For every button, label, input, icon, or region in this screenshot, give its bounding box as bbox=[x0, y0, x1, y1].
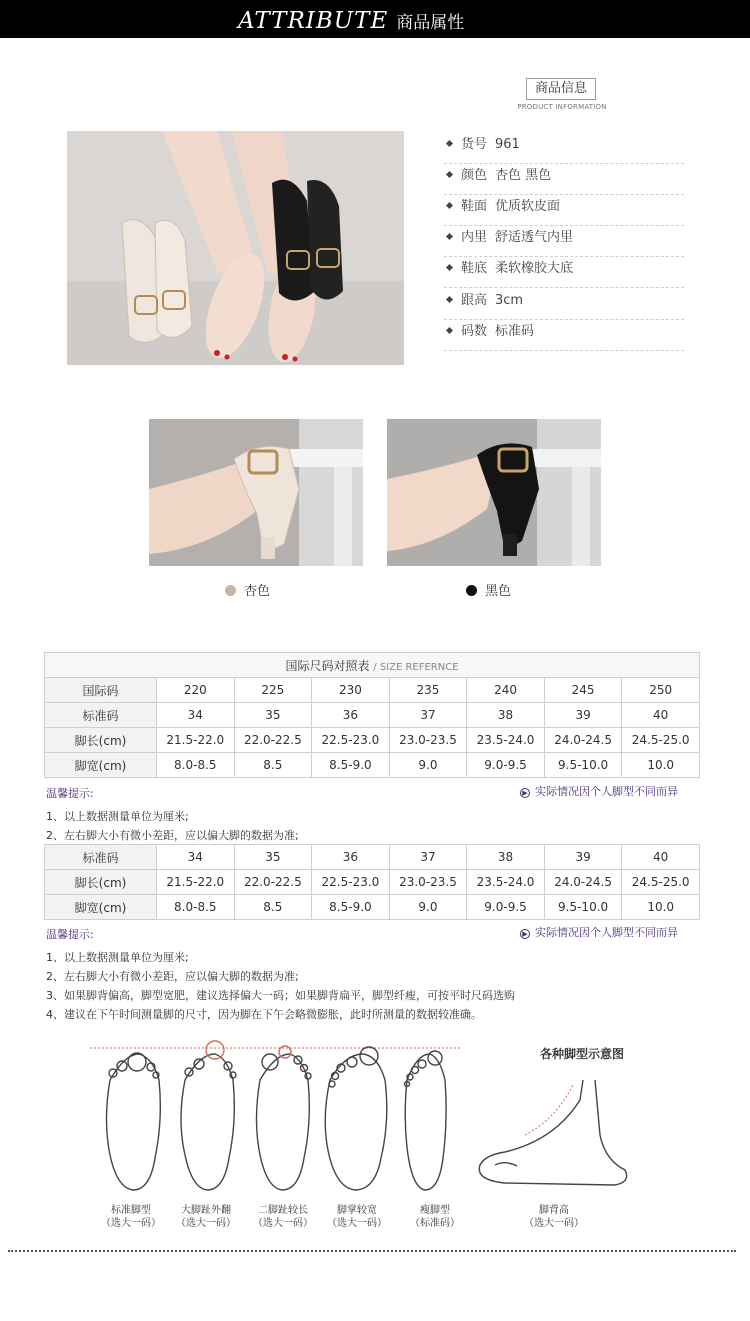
table-cell: 40 bbox=[622, 845, 700, 870]
table-cell: 36 bbox=[312, 845, 390, 870]
table-cell: 35 bbox=[234, 845, 312, 870]
table-cell: 8.5 bbox=[234, 753, 312, 778]
foot-type-advice: （选大一码） bbox=[253, 1218, 313, 1229]
apricot-swatch-dot bbox=[225, 585, 236, 596]
table-row bbox=[45, 895, 700, 920]
foot-type-diagram bbox=[85, 1040, 725, 1200]
tip-note: 1、以上数据测量单位为厘米; bbox=[46, 951, 189, 964]
size-reference-table bbox=[44, 652, 700, 778]
foot-type-advice: （选大一码） bbox=[524, 1218, 584, 1229]
attr-key: 内里 bbox=[461, 230, 488, 245]
tips-right-text: 实际情况因个人脚型不同而异 bbox=[535, 785, 678, 798]
product-main-photo bbox=[67, 131, 404, 365]
table-cell: 34 bbox=[157, 845, 235, 870]
attr-row-upper bbox=[444, 195, 684, 226]
attr-value: 杏色 黑色 bbox=[495, 168, 552, 183]
tip-note: 3、如果脚背偏高，脚型宽肥，建议选择偏大一码；如果脚背扁平，脚型纤瘦，可按平时尺码选购 bbox=[46, 989, 515, 1002]
table-cell: 10.0 bbox=[622, 895, 700, 920]
attr-key: 码数 bbox=[461, 324, 488, 339]
size-table-secondary bbox=[44, 844, 700, 920]
tips-right-text: 实际情况因个人脚型不同而异 bbox=[535, 926, 678, 939]
table-cell: 220 bbox=[157, 678, 235, 703]
table-cell: 9.5-10.0 bbox=[544, 753, 622, 778]
foot-diagram-title: 各种脚型示意图 bbox=[540, 1047, 625, 1061]
black-swatch-dot bbox=[466, 585, 477, 596]
foot-type-name: 标准脚型 bbox=[111, 1205, 151, 1216]
row-header: 脚宽(cm) bbox=[45, 753, 157, 778]
table-cell: 37 bbox=[389, 845, 467, 870]
table-caption-row bbox=[45, 653, 700, 678]
tip-note: 1、以上数据测量单位为厘米; bbox=[46, 810, 189, 823]
table-row bbox=[45, 678, 700, 703]
table-cell: 250 bbox=[622, 678, 700, 703]
table-cell: 37 bbox=[389, 703, 467, 728]
table-cell: 10.0 bbox=[622, 753, 700, 778]
product-info-label: 商品信息 bbox=[526, 78, 596, 100]
table-cell: 40 bbox=[622, 703, 700, 728]
attr-row-heel-height bbox=[444, 289, 684, 320]
attr-value: 舒适透气内里 bbox=[495, 230, 574, 245]
table-cell: 21.5-22.0 bbox=[157, 870, 235, 895]
foot-type-advice: （选大一码） bbox=[101, 1218, 161, 1229]
diamond-bullet-icon bbox=[446, 202, 453, 209]
foot-type-caption bbox=[99, 1204, 163, 1230]
attr-row-color bbox=[444, 164, 684, 195]
table-cell: 23.5-24.0 bbox=[467, 728, 545, 753]
foot-type-advice: （选大一码） bbox=[327, 1218, 387, 1229]
table-cell: 23.5-24.0 bbox=[467, 870, 545, 895]
table-cell: 22.0-22.5 bbox=[234, 870, 312, 895]
table-cell: 38 bbox=[467, 845, 545, 870]
tip-note: 2、左右脚大小有微小差距，应以偏大脚的数据为准; bbox=[46, 829, 299, 842]
row-header: 脚长(cm) bbox=[45, 870, 157, 895]
tips-right-note bbox=[520, 783, 678, 799]
attr-row-size bbox=[444, 320, 684, 351]
attr-row-lining bbox=[444, 226, 684, 257]
table-cell: 8.0-8.5 bbox=[157, 895, 235, 920]
table-cell: 24.0-24.5 bbox=[544, 870, 622, 895]
table-cell: 240 bbox=[467, 678, 545, 703]
color-label: 杏色 bbox=[244, 584, 271, 599]
color-label: 黑色 bbox=[485, 584, 512, 599]
foot-type-name: 二脚趾较长 bbox=[258, 1205, 308, 1216]
table-cell: 22.0-22.5 bbox=[234, 728, 312, 753]
attr-value: 标准码 bbox=[495, 324, 535, 339]
tips-title: 温馨提示: bbox=[46, 787, 94, 800]
diamond-bullet-icon bbox=[446, 327, 453, 334]
table-cell: 23.0-23.5 bbox=[389, 728, 467, 753]
diamond-bullet-icon bbox=[446, 264, 453, 271]
dotted-divider bbox=[8, 1250, 736, 1252]
table-cell: 8.5 bbox=[234, 895, 312, 920]
table-caption-sub: / SIZE REFERNCE bbox=[373, 661, 459, 673]
tip-note: 4、建议在下午时间测量脚的尺寸，因为脚在下午会略微膨胀，此时所测量的数据较准确。 bbox=[46, 1008, 482, 1021]
color-option-black bbox=[466, 580, 511, 599]
tips-title: 温馨提示: bbox=[46, 928, 94, 941]
table-cell: 9.0 bbox=[389, 753, 467, 778]
color-option-apricot bbox=[225, 580, 270, 599]
table-cell: 24.5-25.0 bbox=[622, 728, 700, 753]
attr-row-item-no bbox=[444, 133, 684, 164]
table-row bbox=[45, 753, 700, 778]
table-cell: 9.0-9.5 bbox=[467, 753, 545, 778]
attribute-header-bar bbox=[0, 0, 750, 38]
row-header: 标准码 bbox=[45, 703, 157, 728]
diamond-bullet-icon bbox=[446, 171, 453, 178]
apricot-shoe-photo bbox=[149, 419, 363, 566]
table-row bbox=[45, 870, 700, 895]
foot-type-caption bbox=[172, 1204, 240, 1230]
table-cell: 9.0-9.5 bbox=[467, 895, 545, 920]
play-circle-icon: ▶ bbox=[520, 788, 530, 798]
table-cell: 235 bbox=[389, 678, 467, 703]
header-title-en: ATTRIBUTE bbox=[238, 8, 389, 34]
attr-key: 鞋面 bbox=[461, 199, 488, 214]
table-caption-title: 国际尺码对照表 bbox=[285, 658, 370, 673]
table-cell: 22.5-23.0 bbox=[312, 728, 390, 753]
table-cell: 245 bbox=[544, 678, 622, 703]
table-row bbox=[45, 728, 700, 753]
table-cell: 9.5-10.0 bbox=[544, 895, 622, 920]
table-cell: 8.5-9.0 bbox=[312, 895, 390, 920]
attr-key: 鞋底 bbox=[461, 261, 488, 276]
table-cell: 39 bbox=[544, 703, 622, 728]
attr-key: 颜色 bbox=[461, 168, 488, 183]
table-cell: 9.0 bbox=[389, 895, 467, 920]
table-cell: 38 bbox=[467, 703, 545, 728]
diamond-bullet-icon bbox=[446, 140, 453, 147]
attr-value: 3cm bbox=[495, 293, 524, 308]
foot-type-caption bbox=[249, 1204, 317, 1230]
row-header: 脚长(cm) bbox=[45, 728, 157, 753]
diamond-bullet-icon bbox=[446, 233, 453, 240]
table-cell: 8.5-9.0 bbox=[312, 753, 390, 778]
table-cell: 24.0-24.5 bbox=[544, 728, 622, 753]
table-cell: 21.5-22.0 bbox=[157, 728, 235, 753]
attr-value: 优质软皮面 bbox=[495, 199, 561, 214]
table-cell: 230 bbox=[312, 678, 390, 703]
foot-side-caption bbox=[522, 1204, 586, 1230]
foot-type-advice: （选大一码） bbox=[176, 1218, 236, 1229]
attr-value: 961 bbox=[495, 137, 520, 152]
foot-type-name: 脚背高 bbox=[539, 1205, 569, 1216]
table-cell: 39 bbox=[544, 845, 622, 870]
foot-type-advice: （标准码） bbox=[410, 1218, 460, 1229]
table-row bbox=[45, 703, 700, 728]
diamond-bullet-icon bbox=[446, 296, 453, 303]
foot-type-name: 脚掌较宽 bbox=[337, 1205, 377, 1216]
table-cell: 8.0-8.5 bbox=[157, 753, 235, 778]
table-cell: 36 bbox=[312, 703, 390, 728]
tip-note: 2、左右脚大小有微小差距，应以偏大脚的数据为准; bbox=[46, 970, 299, 983]
attr-key: 跟高 bbox=[461, 293, 488, 308]
black-shoe-photo bbox=[387, 419, 601, 566]
attr-value: 柔软橡胶大底 bbox=[495, 261, 574, 276]
table-row bbox=[45, 845, 700, 870]
header-title-cn: 商品属性 bbox=[396, 13, 465, 33]
table-cell: 225 bbox=[234, 678, 312, 703]
row-header: 脚宽(cm) bbox=[45, 895, 157, 920]
attr-key: 货号 bbox=[461, 137, 488, 152]
foot-type-caption bbox=[325, 1204, 389, 1230]
row-header: 标准码 bbox=[45, 845, 157, 870]
foot-type-name: 瘦脚型 bbox=[420, 1205, 450, 1216]
product-info-sublabel: PRODUCT INFORMATION bbox=[517, 103, 607, 111]
foot-type-caption bbox=[403, 1204, 467, 1230]
row-header: 国际码 bbox=[45, 678, 157, 703]
table-cell: 22.5-23.0 bbox=[312, 870, 390, 895]
table-cell: 24.5-25.0 bbox=[622, 870, 700, 895]
foot-type-name: 大脚趾外翻 bbox=[181, 1205, 231, 1216]
tips-right-note bbox=[520, 924, 678, 940]
table-cell: 23.0-23.5 bbox=[389, 870, 467, 895]
table-cell: 34 bbox=[157, 703, 235, 728]
attr-row-sole bbox=[444, 257, 684, 288]
table-cell: 35 bbox=[234, 703, 312, 728]
play-circle-icon: ▶ bbox=[520, 929, 530, 939]
table-caption bbox=[45, 653, 700, 678]
